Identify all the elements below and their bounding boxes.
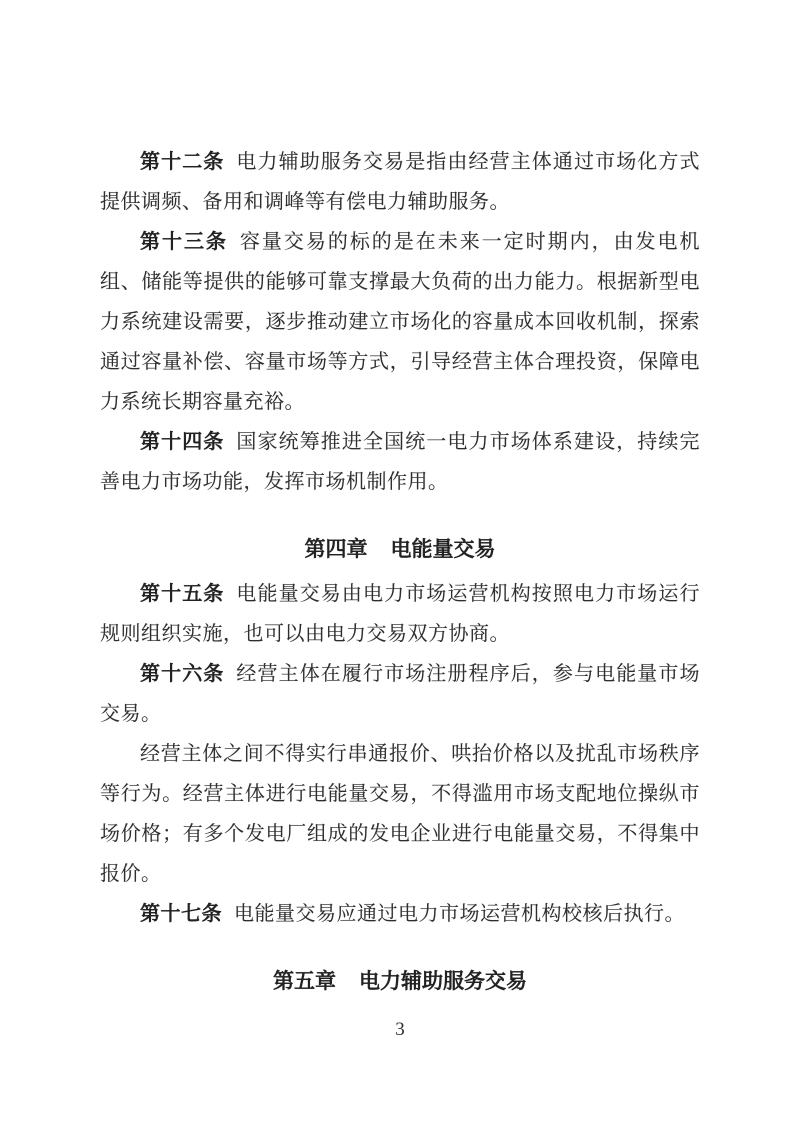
article-16-number: 第十六条 [140, 663, 225, 685]
article-13-paragraph [100, 222, 700, 422]
article-14-text: 国家统筹推进全国统一电力市场体系建设，持续完善电力市场功能，发挥市场机制作用。 [100, 431, 701, 493]
document-body [100, 142, 700, 1006]
chapter-5-title: 电力辅助服务交易 [359, 970, 528, 993]
article-13-number: 第十三条 [140, 231, 228, 253]
article-16-text: 经营主体在履行市场注册程序后，参与电能量市场交易。 [100, 663, 701, 725]
article-12-paragraph [100, 142, 700, 222]
article-16-paragraph [100, 654, 700, 734]
article-16-subparagraph [100, 734, 700, 894]
chapter-4-number: 第四章 [304, 538, 368, 561]
article-16-subparagraph-text: 经营主体之间不得实行串通报价、哄抬价格以及扰乱市场秩序等行为。经营主体进行电能量交易，不得滥用市场支配地位操纵市场价格；有多个发电厂组成的发电企业进行电能量交易，不得集中报价。 [100, 743, 700, 885]
article-17-number: 第十七条 [140, 903, 222, 925]
article-17-text: 电能量交易应通过电力市场运营机构校核后执行。 [234, 903, 685, 925]
article-15-paragraph [100, 574, 700, 654]
article-15-text: 电能量交易由电力市场运营机构按照电力市场运行规则组织实施，也可以由电力交易双方协商。 [100, 583, 701, 645]
article-12-text: 电力辅助服务交易是指由经营主体通过市场化方式提供调频、备用和调峰等有偿电力辅助服务。 [100, 151, 701, 213]
article-12-number: 第十二条 [140, 151, 225, 173]
chapter-5-number: 第五章 [272, 970, 336, 993]
page-number: 3 [395, 1019, 405, 1040]
chapter-5-heading [100, 962, 700, 1002]
article-13-text: 容量交易的标的是在未来一定时期内，由发电机组、储能等提供的能够可靠支撑最大负荷的出力能力。根据新型电力系统建设需要，逐步推动建立市场化的容量成本回收机制，探索通过容量补偿、容量市场等方式，引导经营主体合理投资，保障电力系统长期容量充裕。 [100, 231, 701, 413]
chapter-4-title: 电能量交易 [390, 538, 496, 561]
article-14-paragraph [100, 422, 700, 502]
article-17-paragraph [100, 894, 700, 934]
article-15-number: 第十五条 [140, 583, 225, 605]
chapter-4-heading [100, 530, 700, 570]
article-14-number: 第十四条 [140, 431, 225, 453]
